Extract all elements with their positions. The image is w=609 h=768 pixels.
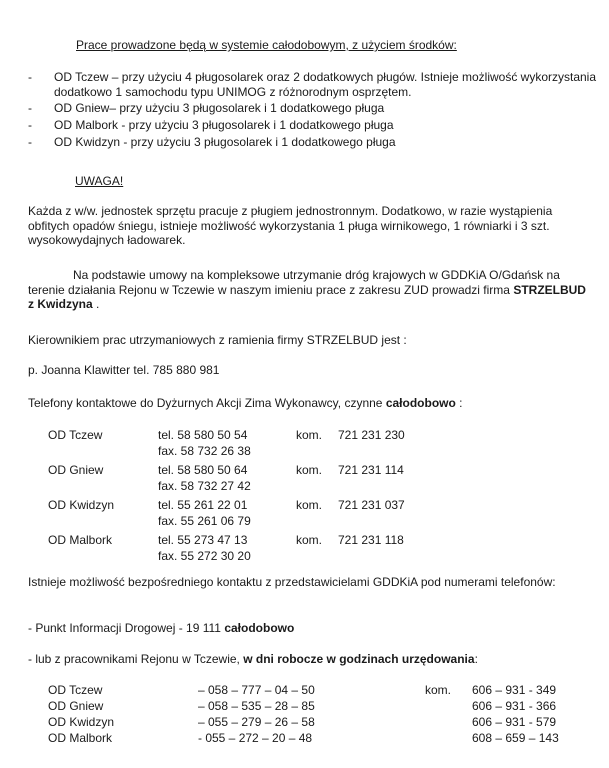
- info-point-bold: całodobowo: [224, 621, 295, 635]
- unit-name: OD Tczew: [48, 428, 103, 442]
- manager-intro: Kierownikiem prac utrzymaniowych z ramienia firmy STRZELBUD jest :: [28, 333, 407, 347]
- unit-kom-label: kom.: [296, 463, 323, 477]
- unit-fax: fax. 58 732 27 42: [158, 479, 251, 493]
- district-staff-line: [28, 652, 593, 667]
- unit-fax: fax. 55 272 30 20: [158, 549, 251, 563]
- table-row: [48, 428, 588, 463]
- duty-phones-text: Telefony kontaktowe do Dyżurnych Akcji Zima Wykonawcy, czynne: [28, 396, 386, 410]
- warning-heading: UWAGA!: [75, 174, 124, 188]
- unit-mobile: 721 231 037: [338, 498, 405, 512]
- table-row: [48, 463, 588, 498]
- list-item: [28, 101, 598, 116]
- table-row: [48, 699, 588, 715]
- unit-mobile: 721 231 114: [338, 463, 404, 477]
- unit-phone: – 058 – 777 – 04 – 50: [198, 683, 315, 697]
- direct-contact-paragraph: Istnieje możliwość bezpośredniego kontaktu z przedstawicielami GDDKiA pod numerami telefonów:: [28, 575, 556, 589]
- list-dash: -: [28, 134, 32, 149]
- unit-kom-label: kom.: [296, 533, 323, 547]
- list-dash: -: [28, 70, 32, 84]
- unit-kom-label: kom.: [296, 428, 323, 442]
- unit-fax: fax. 58 732 26 38: [158, 444, 251, 458]
- contract-text: Na podstawie umowy na kompleksowe utrzymanie dróg krajowych w GDDKiA O/Gdańsk na terenie działania Rejonu w Tczewie w naszym imieniu prace z zakresu ZUD prowadzi firma: [28, 268, 560, 297]
- equipment-paragraph: Każda z w/w. jednostek sprzętu pracuje z pługiem jednostronnym. Dodatkowo, w razie wystąpienia obfitych opadów śniegu, istnieje możliwość wykorzystania 1 pługa wirnikowego, 1 równiarki i 3 szt. wysokowydajnych ładowarek.: [28, 204, 553, 248]
- unit-name: OD Kwidzyn: [48, 498, 115, 512]
- contacts-table: [48, 428, 588, 568]
- list-item-text: OD Kwidzyn - przy użyciu 3 pługosolarek i 1 dodatkowego pługa: [54, 134, 396, 149]
- info-point-text: - Punkt Informacji Drogowej - 19 111: [28, 621, 225, 635]
- unit-name: OD Gniew: [48, 463, 104, 477]
- contractor-name: STRZELBUD z Kwidzyna: [28, 282, 586, 312]
- unit-tel: tel. 55 261 22 01: [158, 498, 248, 512]
- unit-name: OD Malbork: [48, 533, 113, 547]
- unit-name: OD Gniew: [48, 699, 104, 713]
- list-item: [28, 135, 598, 150]
- list-dash: -: [28, 117, 32, 132]
- list-item: [28, 118, 598, 133]
- district-staff-end: :: [474, 652, 478, 666]
- unit-tel: tel. 58 580 50 54: [158, 428, 248, 442]
- intro-heading: Prace prowadzone będą w systemie całodobowym, z użyciem środków:: [76, 38, 457, 52]
- list-item: [28, 70, 598, 99]
- unit-phone: – 058 – 535 – 28 – 85: [198, 699, 315, 713]
- table-row: [48, 498, 588, 533]
- duty-phones-bold: całodobowo: [385, 396, 456, 410]
- unit-mobile: 606 – 931 - 579: [472, 715, 557, 729]
- unit-tel: tel. 55 273 47 13: [158, 533, 248, 547]
- unit-phone: – 055 – 279 – 26 – 58: [198, 715, 315, 729]
- unit-tel: tel. 58 580 50 64: [158, 463, 248, 477]
- office-hours-bold: w dni robocze w godzinach urzędowania: [243, 652, 475, 666]
- unit-mobile: 721 231 230: [338, 428, 405, 442]
- duty-phones-heading: [28, 396, 593, 411]
- contract-text-end: .: [92, 297, 100, 312]
- unit-mobile: 606 – 931 - 366: [472, 699, 557, 713]
- unit-phone: - 055 – 272 – 20 – 48: [198, 731, 313, 745]
- list-item-text: OD Malbork - przy użyciu 3 pługosolarek i 1 dodatkowego pługa: [54, 117, 394, 132]
- equipment-list: [28, 70, 598, 151]
- table-row: [48, 715, 588, 731]
- district-phones-table: [48, 683, 588, 747]
- list-item-text: OD Tczew – przy użyciu 4 pługosolarek oraz 2 dodatkowych pługów. Istnieje możliwość wykorzystania dodatkowo 1 samochodu typu UNIMOG z różnorodnym osprzętem.: [54, 70, 597, 99]
- table-row: [48, 533, 588, 568]
- unit-name: OD Kwidzyn: [48, 715, 115, 729]
- unit-name: OD Tczew: [48, 683, 103, 697]
- info-point-line: [28, 621, 593, 636]
- list-dash: -: [28, 101, 32, 116]
- unit-mobile: 608 – 659 – 143: [472, 731, 559, 745]
- unit-fax: fax. 55 261 06 79: [158, 514, 251, 528]
- unit-mobile: 606 – 931 - 349: [472, 683, 557, 697]
- duty-phones-end: :: [455, 396, 463, 410]
- table-row: [48, 731, 588, 747]
- unit-mobile: 721 231 118: [338, 533, 404, 547]
- contract-paragraph: [28, 268, 593, 312]
- list-item-text: OD Gniew– przy użyciu 3 pługosolarek i 1 dodatkowego pługa: [54, 101, 385, 116]
- unit-kom-label: kom.: [425, 683, 452, 697]
- table-row: [48, 683, 588, 699]
- unit-kom-label: kom.: [296, 498, 323, 512]
- unit-name: OD Malbork: [48, 731, 113, 745]
- district-staff-text: - lub z pracownikami Rejonu w Tczewie,: [28, 652, 244, 666]
- manager-name: p. Joanna Klawitter tel. 785 880 981: [28, 363, 220, 377]
